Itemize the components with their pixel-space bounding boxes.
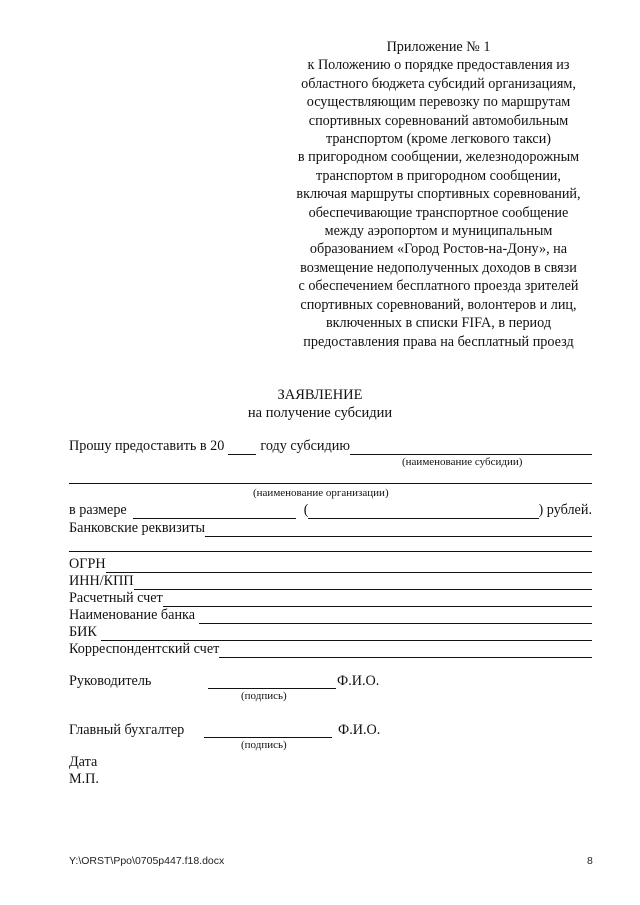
bank-name-line	[69, 607, 592, 624]
date-label: Дата	[69, 754, 98, 770]
amount-prefix: в размере	[69, 502, 127, 518]
appendix-line: между аэропортом и муниципальным	[324, 223, 553, 240]
director-signature-caption: (подпись)	[241, 690, 287, 702]
director-label: Руководитель	[69, 673, 152, 689]
corr-account-label: Корреспондентский счет	[69, 641, 220, 657]
appendix-line: осуществляющим перевозку по маршрутам	[306, 94, 571, 111]
request-line	[69, 438, 592, 455]
ogrn-line	[69, 556, 592, 573]
footer-file-path: Y:\ORST\Ppo\0705p447.f18.docx	[69, 855, 225, 867]
bank-details-line-2	[69, 538, 592, 552]
inn-kpp-line	[69, 573, 592, 590]
appendix-line: включенных в списки FIFA, в период	[325, 315, 552, 332]
bik-field[interactable]	[101, 627, 592, 641]
appendix-header	[283, 38, 594, 351]
title-sub: на получение субсидии	[247, 405, 393, 421]
appendix-line: включая маршруты спортивных соревнований,	[296, 186, 581, 203]
bank-details-field[interactable]	[205, 523, 592, 537]
appendix-line: спортивных соревнований, волонтеров и лиц,	[300, 296, 577, 313]
bank-details-line	[69, 520, 592, 537]
inn-kpp-label: ИНН/КПП	[69, 573, 134, 589]
appendix-line: областного бюджета субсидий организациям,	[301, 75, 576, 92]
ogrn-label: ОГРН	[69, 556, 106, 572]
appendix-line: Приложение № 1	[386, 39, 491, 55]
stamp-label: М.П.	[69, 771, 99, 787]
caption-organization: (наименование организации)	[253, 487, 389, 499]
amount-open: (	[303, 502, 309, 518]
appendix-line: обеспечивающие транспортное сообщение	[308, 204, 569, 221]
bank-details-label: Банковские реквизиты	[69, 520, 206, 536]
account-label: Расчетный счет	[69, 590, 163, 606]
amount-words-field[interactable]	[308, 505, 538, 519]
amount-close: ) рублей.	[538, 502, 592, 518]
appendix-line: спортивных соревнований автомобильным	[308, 112, 569, 129]
director-signature-line	[69, 673, 592, 690]
organization-line	[69, 470, 592, 484]
appendix-line: в пригородном сообщении, железнодорожным	[297, 149, 580, 166]
caption-subsidy: (наименование субсидии)	[402, 456, 523, 468]
corr-account-field[interactable]	[219, 644, 592, 658]
inn-kpp-field[interactable]	[134, 576, 592, 590]
account-field[interactable]	[163, 593, 592, 607]
appendix-line: транспортом в пригородном сообщении,	[316, 167, 561, 184]
subsidy-name-field[interactable]	[350, 441, 592, 455]
footer-page-number: 8	[587, 855, 593, 867]
bik-line	[69, 624, 592, 641]
accountant-label: Главный бухгалтер	[69, 722, 185, 738]
appendix-line: образованием «Город Ростов-на-Дону», на	[309, 241, 568, 258]
organization-field[interactable]	[69, 470, 592, 484]
appendix-line: предоставления права на бесплатный проезд	[303, 333, 574, 350]
accountant-signature-line	[69, 722, 592, 739]
ogrn-field[interactable]	[106, 559, 592, 573]
amount-digits-field[interactable]	[133, 505, 296, 519]
bank-name-field[interactable]	[199, 610, 592, 624]
bik-label: БИК	[69, 624, 97, 640]
appendix-line: с обеспечением бесплатного проезда зрителей	[298, 278, 579, 295]
bank-details-field-2[interactable]	[69, 538, 592, 552]
request-prefix: Прошу предоставить в 20	[69, 438, 225, 454]
bank-name-label: Наименование банка	[69, 607, 196, 623]
accountant-signature-field[interactable]	[204, 724, 332, 738]
appendix-line: возмещение недополученных доходов в связи	[300, 259, 577, 276]
request-middle: году субсидию	[260, 438, 350, 454]
account-line	[69, 590, 592, 607]
appendix-line: транспортом (кроме легкового такси)	[325, 131, 552, 148]
appendix-line: к Положению о порядке предоставления из	[307, 57, 570, 74]
title-main: ЗАЯВЛЕНИЕ	[277, 387, 363, 403]
corr-account-line	[69, 641, 592, 658]
director-fio-label: Ф.И.О.	[337, 673, 380, 689]
accountant-signature-caption: (подпись)	[241, 739, 287, 751]
amount-line	[69, 502, 592, 519]
director-signature-field[interactable]	[208, 675, 336, 689]
accountant-fio-label: Ф.И.О.	[338, 722, 381, 738]
document-title	[0, 386, 640, 422]
year-field[interactable]	[228, 441, 256, 455]
